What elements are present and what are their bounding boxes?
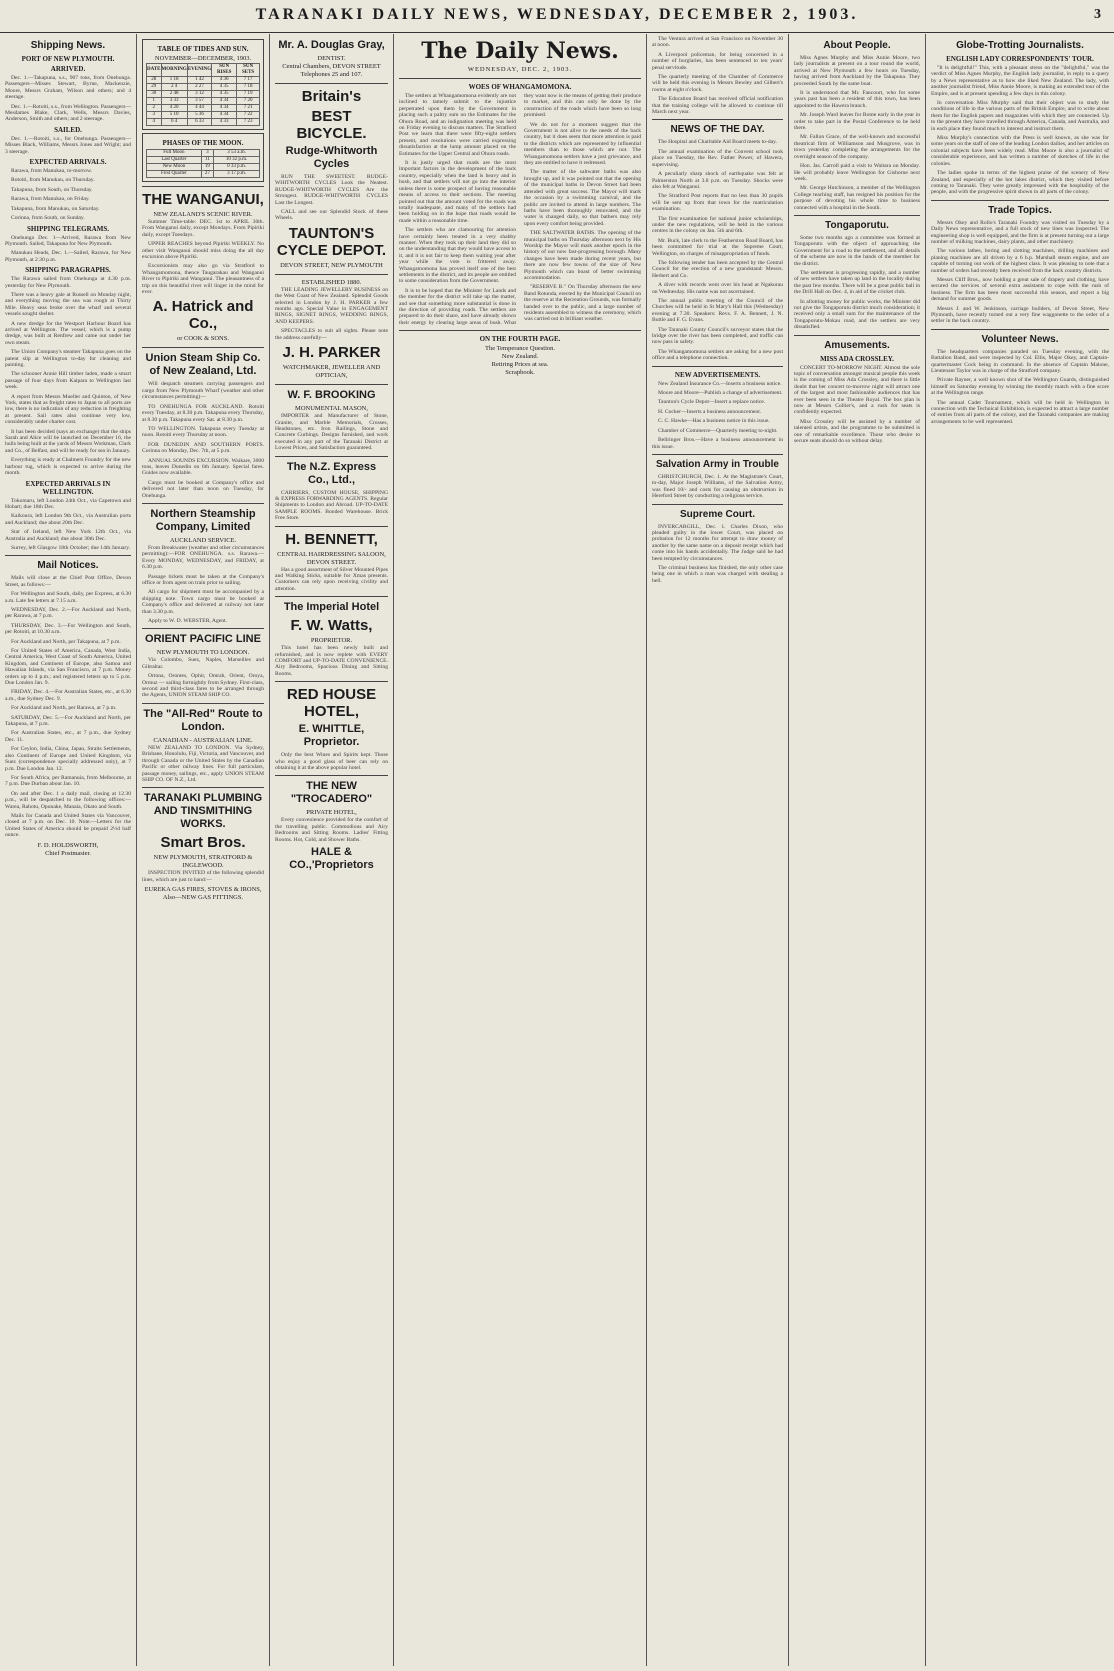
tides-month: NOVEMBER—DECEMBER, 1903. xyxy=(154,55,252,62)
crossley-heading: MISS ADA CROSSLEY. xyxy=(820,354,894,363)
union-ad-title: Union Steam Ship Co. of New Zealand, Ltd. xyxy=(145,352,261,378)
hatrick-ad-sub: or COOK & SONS. xyxy=(176,335,229,343)
northern-ad-sub: AUCKLAND SERVICE. xyxy=(169,536,237,544)
shipping-news-heading: Shipping News. xyxy=(30,40,106,51)
gray-ad-address: Central Chambers, DEVON STREET xyxy=(282,63,381,70)
salvation-heading: Salvation Army in Trouble xyxy=(656,458,779,470)
column-editorial xyxy=(394,34,647,1666)
britains-heading: Britain's xyxy=(301,88,362,105)
parker-heading: J. H. PARKER xyxy=(282,344,381,362)
gray-ad-title: Mr. A. Douglas Gray, xyxy=(278,39,385,51)
hatrick-ad-title: A. Hatrick and Co., xyxy=(152,298,254,333)
union-ad-text: Will despatch steamers carrying passengers and cargo from New Plymouth Wharf (weather and other circumstances permitting)— TO ONEHUNGA FOR AUCKLAND. Rotoiti every Tuesday, at 8.30 p.m. Takapuna every Thursday, at 8.30 p.m. Takapuna every Sat. at 8.30 p.m. TO WELLINGTON. Takapuna every Tuesday at noon. Rotoiti every Thursday at noon. FOR DUNEDIN AND SOUTHERN PORTS. Corinna on Monday, Dec. 7th, at 5 p.m. ANNUAL SOUNDS EXCURSION. Waikare, 3000 tons, leaves Dunedin on 6th January. Special fares. Guides now available. Cargo must be booked at Company's office and delivered not later than noon on Tuesday, for Onehunga. xyxy=(142,381,264,499)
new-ads-text: New Zealand Insurance Co.—Inserts a business notice. Moore and Moore—Publish a change of advertisement. Taunton's Cycle Depot—Insert a replace notice. H. Cocker—Inserts a business announcement. C. C. Hawke—Has a business notice in this issue. Chamber of Commerce—Quarterly meeting to-night. Bellringer Bros.—Have a business announcement in this issue. xyxy=(652,380,783,450)
trocadero-heading: THE NEW "TROCADERO" xyxy=(290,780,373,806)
tide-head-evening: EVENING xyxy=(187,64,211,77)
trocadero-text: Every convenience provided for the comfort of the travelling public. Commodious and Airy Bedrooms and Sitting Rooms. Ladies' Fitting Rooms. Hot, Cold, and Shower Baths. xyxy=(275,817,388,843)
sailed-heading: SAILED. xyxy=(54,125,82,134)
fourth-page-item: New Zealand. xyxy=(501,353,539,361)
fourth-page-item: The Temperance Question. xyxy=(485,345,555,353)
fourth-page-item: Retiring Prices at sea. xyxy=(491,361,549,369)
column-people xyxy=(789,34,926,1666)
about-people-text: Miss Agnes Murphy and Miss Annie Moore, two lady journalists at present on a tour round the world, arrived at New Plymouth a few hours on Tuesday, having arrived from Auckland by the Takapuna. They proceeded South by the same boat. It is understood that Mr. Fancourt, who for some years past has been a resident of this town, has been appointed to the Hawera branch. Mr. Joseph Ward leaves for Rome early in the year in order to take part in the Postal Conference to be held there. Mr. Fallon Grace, of the well-known and successful theatrical firm of Williamson and Musgrove, was in town yesterday completing the arrangements for the overnight season of the company. Hon. Jas. Carroll paid a visit to Waitara on Monday. He will probably leave Wellington for Gisborne next week. Mr. George Hutchinson, a member of the Wellington College teaching staff, has resigned his position for the purpose of devoting his whole time to business connected with a hospital in the South. xyxy=(794,55,920,211)
column-globe xyxy=(926,34,1114,1666)
tide-head-sunrise: SUN RISES xyxy=(212,64,237,77)
editorial-text: The settlers at Whangamomona evidently are not inclined to tamely submit to the injustice perpetrated upon them by the Government in placing such a paltry sum on the Estimates for the Ohura Road, and an indignation meeting was held on Friday evening to discuss matters. The Stratford Post we learn that there were fifty-eight settlers present, and resolutions were carried expressing dissatisfaction at the lump amount placed on the Estimates for the Upper Central and Ohura roads. It is justly urged that roads are the most important factors in the development of the back country, especially when the land is heavy and in bush, and that settlers will not go into the interior unless there is some prospect of having reasonable means of access to their sections. The meeting pointed out that the amount voted for the roads was totally inadequate, and many of the settlers had been holding on in the hope that roads would be made within a reasonable time. The settlers who are clamouring for attention have certainly been treated in a very shabby manner. When they took up their land they did so on the understanding that they would have access to it, and it is not fair to keep them waiting year after year while the vote is frittered away. Whangamomona has proved itself one of the best settlements in the district, and its people are entitled to some consideration from the Government. It is to be hoped that the Minister for Lands and the member for the district will take up the matter, and see that something more substantial is done in the direction of providing roads. The settlers are prepared to do their share, and have already shown their energy by clearing large areas of bush. What they want now is the means of getting their produce to market, and this can only be done by the construction of the roads which have been so long promised. We do not for a moment suggest that the Government is not alive to the needs of the back country, but it does seem that more attention is paid to the districts which are represented by influential members than to those which are not. The Whangamomona settlers have a just grievance, and they are entitled to have it redressed. The matter of the saltwater baths was also brought up, and it was pointed out that the opening of the municipal baths in Devon Street had been attended with great success. The Mayor will mark the occasion by a swimming carnival, and the public are invited to attend in large numbers. The baths have been thoroughly renovated, and the water is changed daily, so that bathers may rely upon every comfort being provided. THE SALTWATER BATHS. The opening of the municipal baths on Thursday afternoon next by His Worship the Mayor will mark another epoch in the history of our now fast-progressing borough. Many changes have been made during recent years, but there are now few towns of the size of New Plymouth which can boast of better swimming accommodation. "RESERVE B." On Thursday afternoon the new Band Rotunda, erected by the Municipal Council on the reserve at the Recreation Grounds, was formally handed over to the public, and a large number of residents assembled to witness the ceremony, which was carried out in brilliant weather. xyxy=(399,93,641,326)
taunton-address: DEVON STREET, NEW PLYMOUTH xyxy=(280,261,383,269)
brooking-heading: W. F. BROOKING xyxy=(287,389,376,402)
moon-phases-box xyxy=(142,133,264,182)
arrived-heading: ARRIVED. xyxy=(50,65,86,73)
globe-trotting-sub: ENGLISH LADY CORRESPONDENTS' TOUR. xyxy=(946,55,1094,63)
orient-ad-text: Via Colombo, Suez, Naples, Marseilles and Gibraltar. Ortona, Orontes, Ophir, Omrah, Orient, Oroya, Ormuz — sailing fortnightly from Sydney. First-class, second and third-class fares to be arranged through the Agents, UNION STEAM SHIP CO. xyxy=(142,657,264,699)
trade-topics-heading: Trade Topics. xyxy=(988,204,1052,216)
expected-text: Rarawa, from Manukau, to-morrow. Rotoiti, from Manukau, on Thursday. Takapuna, from South, on Thursday. Rarawa, from Manukau, on Friday. Takapuna, from Manukau, on Saturday. Corinna, from South, on Sunday. xyxy=(11,168,100,222)
redhouse-heading: RED HOUSE HOTEL, xyxy=(286,686,377,721)
tongaporutu-heading: Tongaporutu. xyxy=(825,219,889,231)
mail-notices-text: Mails will close at the Chief Post Office, Devon Street, as follows:— For Wellington and South, daily, per Express, at 6.30 a.m. Late fee letters at 7.15 a.m. WEDNESDAY, Dec. 2.—For Auckland and North, per Rarawa, at 7 p.m. THURSDAY, Dec. 3.—For Wellington and South, per Rotoiti, at 10.30 a.m. For Auckland and North, per Takapuna, at 7 p.m. For United States of America, Canada, West India, Central America, West Coast of South America, United Kingdom, and Continent of Europe, also Samoa and Hawaiian Islands, via San Francisco, at 7 p.m. Money orders up to 4 p.m.; and registered letters up to 5 p.m. Due London Jan. 9. FRIDAY, Dec. 4.—For Australian States, etc., at 6.30 a.m., due Sydney Dec. 9. For Auckland and North, per Rarawa, at 7 p.m. SATURDAY, Dec. 5.—For Auckland and North, per Takapuna, at 7 p.m. For Australian States, etc., at 7 p.m., due Sydney Dec. 11. For Ceylon, India, China, Japan, Straits Settlements, also Continent of Europe and United Kingdom, via Suez (correspondence specially addressed only), at 7 p.m. Due London Jan. 12. For South Africa, per Ramanuia, from Melbourne, at 7 p.m. Due Durban about Jan. 10. On and after Dec. 1 a daily mail, closing at 12.30 p.m., will be despatched to the following offices:—Warea, Rahotu, Opunake, Manaia, Okato and South. Mails for Canada and United States via Vancouver, closed at 7 p.m. on Dec. 10. Note.—Letters for the United States of America should be prepaid 2½d half ounce. xyxy=(5,575,131,839)
telegrams-text: Onehunga Dec. 1—Arrived, Rarawa from New Plymouth. Sailed, Takapuna for New Plymouth. Manukau Heads, Dec. 1.—Sailed, Rarawa, for New Plymouth, at 2.30 p.m. xyxy=(5,234,131,263)
volunteer-text: The headquarters companies paraded on Tuesday evening, with the Battalion Band, and were inspected by Col. Ellis, Major Okey, and Captain-quartermaster Cock being in command. In the absence of Captain Malone, Lieutenant Taylor was in charge of the Stratford company. Private Rayner, a well known shot of the Wellington Guards, distinguished himself on Saturday evening by winning the monthly match with a fine score at the Wellington range. The annual Cadet Tournament, which will be held in Wellington in connection with the Technical Exhibition, is expected to attract a large number of entries from all parts of the colony, and the Taranaki companies are making arrangements to be well represented. xyxy=(931,348,1109,425)
imperial-heading: The Imperial Hotel xyxy=(283,601,380,614)
tide-head-sunset: SUN SETS xyxy=(237,64,260,77)
northern-ad-text: From Breakwater (weather and other circumstances permitting):—FOR ONEHUNGA. s.s. Rarawa.—Every MONDAY, WEDNESDAY, and FRIDAY, at 6.30 p.m. Passage tickets must be taken at the Company's office or from agent on train prior to sailing. All cargo for shipment must be accompanied by a shipping note. Town cargo must be booked at Company's office and delivered at railway not later than 3.30 p.m. Apply to W. D. WEBSTER, Agent. xyxy=(142,544,264,625)
new-ads-heading: NEW ADVERTISEMENTS. xyxy=(674,370,761,379)
fourth-page-heading: ON THE FOURTH PAGE. xyxy=(479,335,561,344)
orient-ad-title: ORIENT PACIFIC LINE xyxy=(145,633,261,646)
expected-heading: EXPECTED ARRIVALS. xyxy=(29,158,107,167)
eureka-line: EUREKA GAS FIRES, STOVES & IRONS, xyxy=(144,886,262,894)
moon-table: Full Moon 3 3 53 a.m. Last Quarter 11 10 32 p.m. New Moon 19 0 33 p.m. First Quarter 27 3 17 p.m. xyxy=(146,149,260,178)
port-heading: PORT OF NEW PLYMOUTH. xyxy=(21,55,115,63)
column-news xyxy=(647,34,789,1666)
trocadero-sub: PRIVATE HOTEL, xyxy=(306,809,357,817)
sailed-text: Dec. 1.—Rotoiti, s.s., for Onehunga. Passengers—Misses Black, Williams, Messrs Jones and Wright; and 3 steerage. xyxy=(5,135,131,155)
plumbing-ad-title: TARANAKI PLUMBING AND TINSMITHING WORKS. xyxy=(143,792,263,831)
bennett-heading: H. BENNETT, xyxy=(285,530,378,548)
tides-table-box xyxy=(142,39,264,130)
orient-ad-sub: NEW PLYMOUTH TO LONDON. xyxy=(156,649,250,657)
rudge-text: RUN THE SWEETEST. RUDGE-WHITWORTH CYCLES Look the Neatest. RUDGE-WHITWORTH CYCLES Are the Strongest. RUDGE-WHITWORTH CYCLES Last the Longest. CALL and see our Splendid Stock of these Wheels. xyxy=(275,174,388,222)
allred-ad-sub: CANADIAN - AUSTRALIAN LINE. xyxy=(153,736,253,744)
brooking-text: IMPORTER and Manufacturer of Stone, Granite, and Marble Memorials, Crosses, Headstones, etc. Iron Railings, Stone and Concrete Curbings. Designs furnished, and work executed in any part of the Taranaki District at Lowest Prices, and Satisfaction guaranteed. xyxy=(275,413,388,452)
gray-ad-sub: DENTIST. xyxy=(317,55,346,62)
express-text: CARRIERS, CUSTOM HOUSE, SHIPPING & EXPRESS FORWARDING AGENTS. Regular Shipments to London and Abroad. UP-TO-DATE SAMPLE ROOMS. Bonded Warehouse. Brick Free Store. xyxy=(275,489,388,522)
wellington-heading: EXPECTED ARRIVALS IN WELLINGTON. xyxy=(25,479,111,496)
column-ads-left xyxy=(137,34,270,1666)
globe-trotting-heading: Globe-Trotting Journalists. xyxy=(956,40,1084,51)
whittle-heading: E. WHITTLE, Proprietor. xyxy=(298,723,365,749)
parker-sub: WATCHMAKER, JEWELLER AND OPTICIAN, xyxy=(282,364,381,380)
bennett-sub: CENTRAL HAIRDRESSING SALOON, DEVON STREET. xyxy=(277,550,386,566)
supreme-text: INVERCARGILL, Dec. 1. Charles Dixon, who pleaded guilty in the lower Court, was placed on probation for 12 months for attempt to draw money of another by the same name on a deposit receipt which had come into his hands accidentally. The Judge said he had been tempted by circumstances. The criminal business has finished, the only other case being one in which a man was charged with stealing a bell. xyxy=(652,523,783,584)
smart-ad-text: INSPECTION INVITED of the following splendid lines, which are just to hand:— xyxy=(142,870,264,883)
fourth-page-item: Scrapbook. xyxy=(505,369,535,377)
watts-sub: PROPRIETOR. xyxy=(310,637,353,645)
northern-ad-title: Northern Steamship Company, Limited xyxy=(150,507,256,533)
tides-title: TABLE OF TIDES AND SUN. xyxy=(157,45,249,53)
column-shipping xyxy=(0,34,137,1666)
wanganui-ad-sub: NEW ZEALAND'S SCENIC RIVER. xyxy=(153,211,253,218)
redhouse-text: Only the best Wines and Spirits kept. Those who enjoy a good glass of beer can rely on obtaining it at the above popular hotel. xyxy=(275,752,388,772)
gray-ad-telephone: Telephones 25 and 107. xyxy=(300,71,363,78)
express-heading: The N.Z. Express Co., Ltd., xyxy=(286,460,377,486)
editorial-title: The Daily News. xyxy=(421,38,619,64)
arrivals-text: Dec. 1.—Takapuna, s.s., 907 tons, from Onehunga. Passengers—Misses Stewart, Byrne, Mackenzie, Moore, Messrs Graham, Wilson and others; and 4 steerage. Dec. 1.—Rotoiti, s.s., from Wellington. Passengers—Mesdames Blake, Clark, Wells, Messrs Davies, Anderson, Smith and others; and 2 steerage. xyxy=(5,75,131,123)
telegrams-heading: SHIPPING TELEGRAMS. xyxy=(27,224,109,233)
smart-ad-title: Smart Bros. xyxy=(160,834,246,852)
editorial-date: WEDNESDAY, DEC. 2, 1903. xyxy=(467,66,573,73)
tide-head-date: DATE xyxy=(147,64,162,77)
column-ads-middle xyxy=(270,34,394,1666)
allred-ad-title: The "All-Red" Route to London. xyxy=(143,707,263,733)
salvation-text: CHRISTCHURCH, Dec. 1. At the Magistrate's Court, to-day, Major Joseph Williams, of the Salvation Army, was fined 10/- and costs for causing an obstruction in Hereford Street by conducting a religious service. xyxy=(652,473,783,500)
amusements-heading: Amusements. xyxy=(824,339,890,351)
postmaster-name: F. D. HOLDSWORTH, xyxy=(37,841,99,849)
paragraphs-heading: SHIPPING PARAGRAPHS. xyxy=(25,266,111,275)
supreme-court-heading: Supreme Court. xyxy=(679,508,755,520)
amusements-text: CONCERT TO-MORROW NIGHT. Almost the sole topic of conversation amongst musical people this week is the coming of Miss Ada Crossley, and there is little doubt that her concert to-morrow night will attract one of the largest and most fashionable audiences that has ever been seen in the Theatre Royal. The box plan is now at Messrs Collier's, and a rush for seats is confidently expected. Miss Crossley will be assisted by a number of talented artists, and the programme to be submitted is one of remarkable excellence. Those who desire to secure seats should do so without delay. xyxy=(794,364,920,445)
hale-heading: HALE & CO.,'Proprietors xyxy=(289,846,374,872)
watts-heading: F. W. Watts, xyxy=(290,617,373,635)
moon-title: PHASES OF THE MOON. xyxy=(162,139,244,147)
masthead-title: TARANAKI DAILY NEWS, WEDNESDAY, DECEMBER 2, 1903. xyxy=(255,6,859,23)
news-intro-text: The Ventura arrived at San Francisco on November 30 at noon. A Liverpool policeman, for being concerned in a number of burglaries, has been sentenced to ten years' penal servitude. The quarterly meeting of the Chamber of Commerce will be held this evening in Messrs Bewley and Gilbert's rooms at eight o'clock. The Education Board has received official notification that the training college will be allowed to continue till March next year. xyxy=(652,36,783,116)
paragraphs-text: The Rarawa sailed from Onehunga at 4.30 p.m. yesterday for New Plymouth. There was a heavy gale at Russell on Monday night, and everything moving the sea was rough at Thirty Mile. Heavy seas broke over the wharf and several vessels sought shelter. A new dredge for the Westport Harbour Board has arrived at Wellington. The vessel, which is a pump dredge, was built at Renfrew and came out under her own steam. The Union Company's steamer Takapuna goes on the patent slip at Wellington to-day for cleaning and painting. The schooner Annie Hill timber laden, made a smart passage of four days from Kaipara to Wellington last week. A report from Messrs Mueller and Quinton, of New York, states that as freight rates to Japan to all ports are low, there is no indication of any reduction in freighting at present. Sail rates also continue very low, considerably under charter cost. It has been decided (says an exchange) that the ships Sarah and Alice will be launched on December 16, the hulls being built at the yards of Messrs Workman, Clark and Co., of Belfast, and will be ready for sea in January. Everything is ready at Chalmers Foundry for the new harbour tug, which is expected to arrive during the month. xyxy=(5,276,131,477)
tides-table: DATE MORNING EVENING SUN RISES SUN SETS 28 1 18 1 42 4 36 7 17 29 2 4 2 27 4 35 7 18 30 2 48 3 12 4 35 7 19 1 3 33 3 57 4 34 7 20 2 4 20 4 44 4 34 7 21 3 5 10 5 36 4 34 7 22 4 6 4 6 33 4 33 7 23 xyxy=(146,63,260,126)
globe-trotting-text: "It is delightful!" This, with a pleasant stress on the "delightful," was the verdict of Miss Agnes Murphy, the English lady journalist, in reply to a query by a News representative as to how she liked New Zealand. The lady, with another journalist friend, Miss Annie Moore, is making an extended tour of the Empire, and is at present spending a few days in this colony. In conversation Miss Murphy said that their object was to study the conditions of life in the various parts of the British Empire, and to write about them for the English papers and magazines with which they are connected. Up to the present they have travelled through America, Canada, and Australia, and in each place they found much to interest and instruct them. Miss Murphy's connection with the Press is well known, as she was for some years on the staff of one of the leading London dailies, and her articles on colonial subjects have been widely read. Miss Moore is also a journalist of considerable experience, and has written a number of sketches of life in the colonies. The ladies spoke in terms of the highest praise of the scenery of New Zealand, and especially of the hot lakes district, which they visited before coming to Taranaki. They were greatly impressed with the hospitality of the people, and with the progressive spirit shown in all parts of the colony. xyxy=(931,65,1109,196)
parker-text: THE LEADING JEWELLERY BUSINESS on the West Coast of New Zealand. Splendid Goods selected in London by J. H. PARKER a few months ago. Special Value in ENGAGEMENT RINGS, SIGNET RINGS, WEDDING RINGS, AND KEEPERS. SPECTACLES to suit all sights. Please note the address carefully— xyxy=(275,286,388,341)
postmaster-title: Chief Postmaster. xyxy=(45,849,91,857)
tongaporutu-text: Some two months ago a committee was formed at Tongaporutu with the object of approaching the Government for a road to the settlement, and all details of the scheme are now in the hands of the member for the district. The settlement is progressing rapidly, and a number of new settlers have taken up land in the locality during the past few months. There will be a great public ball in the Drill Hall on Dec. 4, in aid of the cricket club. In allotting money for public works, the Minister did not give the Tongaporutu district much consideration; it received only a small sum for the maintenance of the Tongaporutu-Mokau road, and the settlers are very dissatisfied. xyxy=(794,234,920,331)
wanganui-ad-title: THE WANGANUI, xyxy=(142,191,264,208)
brooking-sub: MONUMENTAL MASON, xyxy=(295,405,368,413)
rudge-heading: Rudge-Whitworth Cycles xyxy=(285,145,378,170)
trade-topics-text: Messrs Okey and Rollo's Taranaki Foundry was visited on Tuesday by a Daily News representative, and a full stock of new lines was inspected. The engineering shop is well equipped, and the firm is at present turning out a large number of milking machines, dairy plants, and other machinery. The various lathes, boring and slotting machines, drilling machines and planing machines are all driven by a 6 h.p. Marshall steam engine, and are capable of turning out work of the highest class. It was pleasing to note that a number of orders had recently been received from the back country districts. Messrs Cliff Bros., now holding a great sale of drapery and clothing, have secured the services of several extra assistants to cope with the rush of business. The firm has been most successful this season, and report a big demand for summer goods. Messrs J. and W. Jenkinson, carriage builders, of Devon Street, New Plymouth, have recently turned out a very fine waggonette to the order of a settler in the back country. xyxy=(931,219,1109,325)
news-of-day-text: The Hospital and Charitable Aid Board meets to-day. The annual examination of the Convent school took place on Tuesday, the Rev. Father Power, of Hawera, supervising. A peculiarly sharp shock of earthquake was felt at Palmerston North at 3.8 p.m. on Tuesday. Shocks were also felt at Wanganui. The Stratford Post reports that no less than 30 pupils will be sent up from that town for the matriculation examination. The first examination for national junior scholarships, under the new regulations, will be held in the various centres in the colony on Jan. 5th and 6th. Mr. Buck, late clerk to the Featherston Road Board, has been committed for trial at the Supreme Court, Wellington, on charges of misappropriation of funds. The following tender has been accepted by the Central Council for the erection of a new grandstand: Messrs. Herbert and Co. A diver with records went over his head at Ngakurau on Wednesday. His name was not ascertained. The annual public meeting of the Council of the Churches will be held in St Mary's Hall this (Wednesday) evening at 7.30. Speakers: Revs. F. A. Bennett, J. N. Buttle and F. G. Evans. The Taranaki County Council's surveyor states that the bridge over the river has been completed, and traffic can now pass in safety. The Whangamomona settlers are asking for a new post office and a telephone connection. xyxy=(652,139,783,362)
established-line: ESTABLISHED 1880. xyxy=(301,278,362,286)
masthead xyxy=(0,0,1114,33)
taunton-heading: TAUNTON'S CYCLE DEPOT. xyxy=(276,224,387,259)
news-of-day-heading: NEWS OF THE DAY. xyxy=(670,124,765,136)
smart-ad-sub: NEW PLYMOUTH, STRATFORD & INGLEWOOD. xyxy=(153,854,253,870)
gasfittings-line: Also—NEW GAS FITTINGS. xyxy=(162,894,244,902)
about-people-heading: About People. xyxy=(823,40,891,51)
allred-ad-text: NEW ZEALAND TO LONDON. Via Sydney, Brisbane, Honolulu, Fiji, Victoria, and Vancouver, and through Canada or the United States by the Canadian Pacific or other railway lines. For full particulars, passage money, sailings, etc., apply UNION STEAM SHIP CO. OF N.Z., Ltd. xyxy=(142,744,264,783)
wanganui-ad-text: Summer Time-table: DEC. 1st to APRIL 30th. From Wanganui daily, except Mondays. From Pipiriki daily, except Tuesdays. UPPER REACHES beyond Pipiriki WEEKLY. No other visit Wanganui should miss doing the all day excursion above Pipiriki. Excursionists may also go via Stratford to Whangamomona, thence Taugarakau and Wanganui River to Pipiriki and Wanganui. The pleasantness of a trip on this beautiful river will linger in the mind for ever. xyxy=(142,219,264,296)
page-number: 3 xyxy=(1094,7,1104,22)
best-bicycle-heading: BEST BICYCLE. xyxy=(296,108,367,142)
woes-heading: WOES OF WHANGAMOMONA. xyxy=(468,83,572,91)
wellington-text: Tokomaru, left London 24th Oct., via Capetown and Hobart; due 18th Dec. Kaikoura, left London 9th Oct., via Australian ports and Auckland; due about 20th Dec. Star of Ireland, left New York 12th Oct., via Australia and Auckland; due about 30th Dec. Surrey, left Glasgow 18th October; due 14th January. xyxy=(5,497,131,551)
tide-head-morning: MORNING xyxy=(161,64,187,77)
volunteer-news-heading: Volunteer News. xyxy=(981,333,1059,345)
mail-notices-heading: Mail Notices. xyxy=(37,560,99,572)
bennett-text: Has a good assortment of Silver Mounted Pipes and Walking Sticks, suitable for Xmas presents. Customers can rely upon receiving civility and attention. xyxy=(275,566,388,592)
imperial-text: This hotel has been newly built and refurnished, and is now replete with EVERY COMFORT and UP-TO-DATE CONVENIENCE. Airy Bedrooms, Spacious Dining and Sitting Rooms. xyxy=(275,645,388,677)
